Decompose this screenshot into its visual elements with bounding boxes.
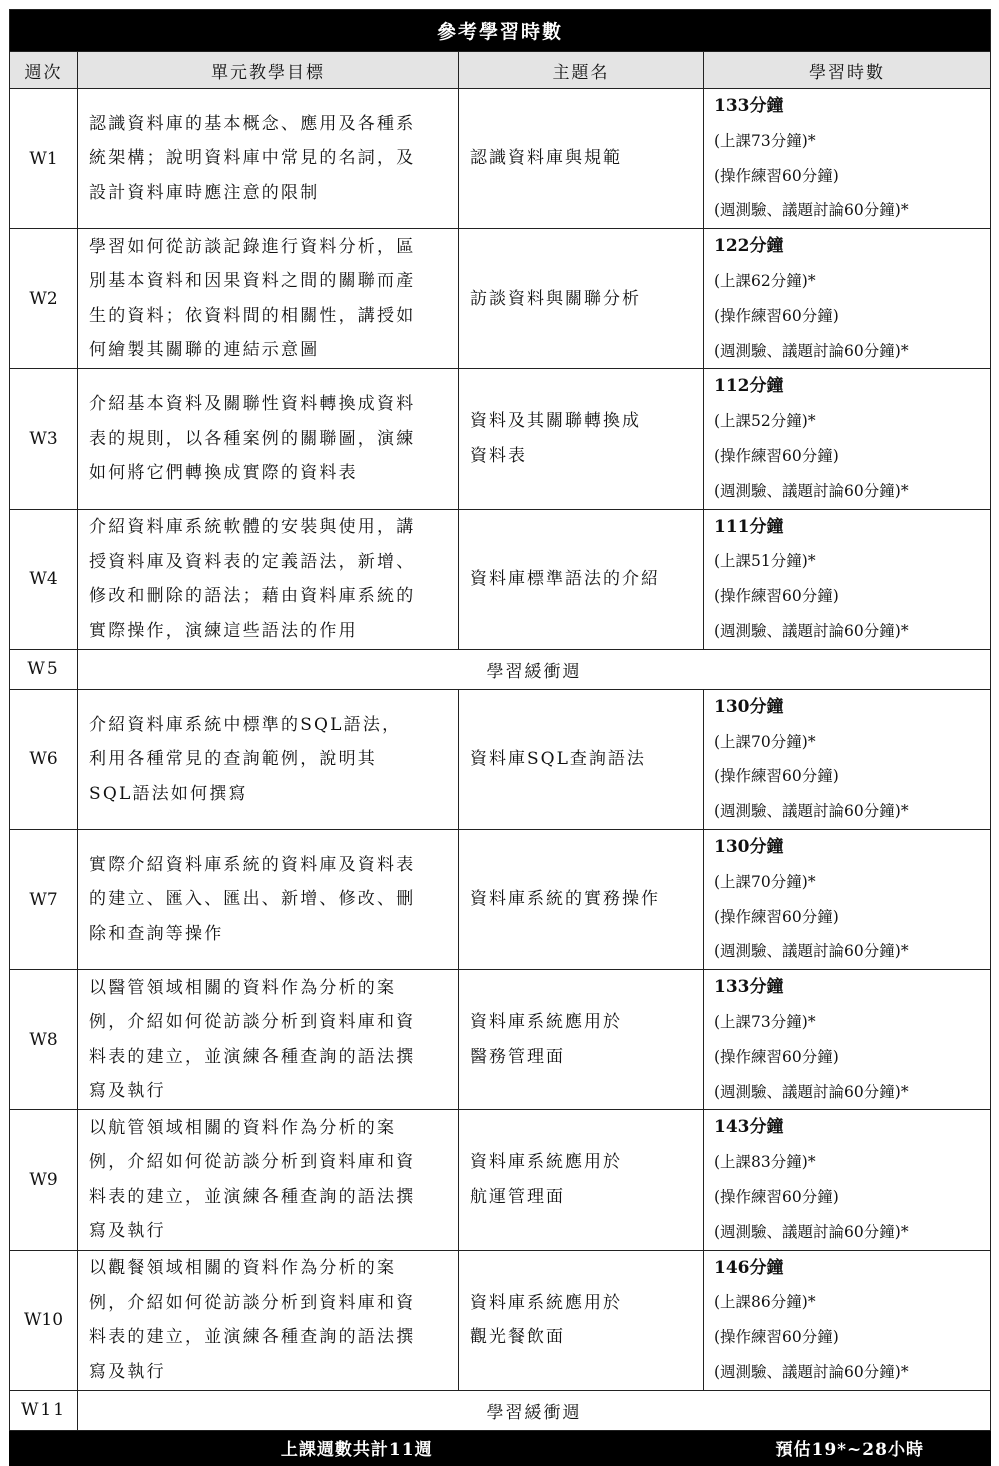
practice-minutes: (操作練習60分鐘) [714, 166, 839, 185]
buffer-week-label: 學習緩衝週 [78, 1390, 991, 1430]
total-minutes: 130分鐘 [714, 836, 784, 857]
study-hours [704, 89, 991, 229]
topic-name [459, 1110, 704, 1250]
lecture-minutes: (上課51分鐘)* [714, 552, 816, 571]
weeks-total: 上課週數共計11週 [10, 1430, 704, 1465]
goal-line: 以觀餐領域相關的資料作為分析的案 [89, 1258, 397, 1279]
goal-line: 何繪製其關聯的連結示意圖 [89, 340, 320, 361]
week-label: W4 [10, 509, 78, 649]
goal-line: 實際介紹資料庫系統的資料庫及資料表 [89, 854, 416, 875]
week-label: W11 [10, 1390, 78, 1430]
week-label: W3 [10, 369, 78, 509]
practice-minutes: (操作練習60分鐘) [714, 587, 839, 606]
total-minutes: 111分鐘 [714, 516, 784, 537]
goal-line: 寫及執行 [89, 1081, 166, 1102]
goal-line: 除和查詢等操作 [89, 923, 224, 944]
practice-minutes: (操作練習60分鐘) [714, 907, 839, 926]
study-hours [704, 509, 991, 649]
study-hours [704, 829, 991, 969]
goal-line: 利用各種常見的查詢範例，說明其 [89, 749, 377, 770]
hours-estimate: 預估19*~28小時 [704, 1430, 991, 1465]
topic-line: 資料庫系統的實務操作 [470, 889, 660, 910]
total-minutes: 130分鐘 [714, 696, 784, 717]
header-goal: 單元教學目標 [78, 52, 459, 89]
goal-line: 別基本資料和因果資料之間的關聯而產 [89, 271, 416, 292]
total-minutes: 143分鐘 [714, 1117, 784, 1138]
practice-minutes: (操作練習60分鐘) [714, 446, 839, 465]
table-row [10, 829, 991, 969]
table-row [10, 89, 991, 229]
goal-line: 表的規則，以各種案例的關聯圖，演練 [89, 428, 416, 449]
study-hours [704, 970, 991, 1110]
lecture-minutes: (上課52分鐘)* [714, 412, 816, 431]
study-hours [704, 1110, 991, 1250]
practice-minutes: (操作練習60分鐘) [714, 1047, 839, 1066]
topic-name [459, 509, 704, 649]
practice-minutes: (操作練習60分鐘) [714, 1328, 839, 1347]
total-minutes: 122分鐘 [714, 236, 784, 257]
week-label: W7 [10, 829, 78, 969]
header-hours: 學習時數 [704, 52, 991, 89]
goal-line: 授資料庫及資料表的定義語法，新增、 [89, 551, 416, 572]
topic-line: 航運管理面 [470, 1186, 565, 1207]
study-hours-document [9, 9, 990, 1466]
week-label: W9 [10, 1110, 78, 1250]
table-title-row [10, 10, 991, 52]
unit-goal [78, 970, 459, 1110]
week-label: W6 [10, 689, 78, 829]
goal-line: 例，介紹如何從訪談分析到資料庫和資 [89, 1152, 416, 1173]
practice-minutes: (操作練習60分鐘) [714, 767, 839, 786]
table-row [10, 1110, 991, 1250]
topic-line: 觀光餐飲面 [470, 1327, 565, 1348]
lecture-minutes: (上課83分鐘)* [714, 1153, 816, 1172]
week-label: W10 [10, 1250, 78, 1390]
table-row [10, 509, 991, 649]
topic-name [459, 829, 704, 969]
week-label: W1 [10, 89, 78, 229]
unit-goal [78, 829, 459, 969]
goal-line: 料表的建立，並演練各種查詢的語法撰 [89, 1186, 416, 1207]
goal-line: 統架構；說明資料庫中常見的名詞，及 [89, 148, 416, 169]
topic-line: 資料表 [470, 445, 527, 466]
table-row [10, 369, 991, 509]
header-topic: 主題名 [459, 52, 704, 89]
practice-minutes: (操作練習60分鐘) [714, 1187, 839, 1206]
summary-row [10, 1430, 991, 1465]
quiz-discussion-minutes: (週測驗、議題討論60分鐘)* [714, 942, 909, 961]
unit-goal [78, 369, 459, 509]
lecture-minutes: (上課70分鐘)* [714, 872, 816, 891]
goal-line: 的建立、匯入、匯出、新增、修改、刪 [89, 889, 416, 910]
topic-line: 資料及其關聯轉換成 [470, 411, 641, 432]
goal-line: 料表的建立，並演練各種查詢的語法撰 [89, 1046, 416, 1067]
header-week: 週次 [10, 52, 78, 89]
lecture-minutes: (上課73分鐘)* [714, 131, 816, 150]
topic-line: 訪談資料與關聯分析 [470, 288, 641, 309]
goal-line: 寫及執行 [89, 1361, 166, 1382]
study-hours [704, 369, 991, 509]
week-label: W8 [10, 970, 78, 1110]
goal-line: 介紹資料庫系統中標準的SQL語法， [89, 714, 402, 735]
buffer-week-row [10, 1390, 991, 1430]
buffer-week-label: 學習緩衝週 [78, 649, 991, 689]
topic-name [459, 369, 704, 509]
goal-line: 介紹資料庫系統軟體的安裝與使用，講 [89, 517, 416, 538]
goal-line: 料表的建立，並演練各種查詢的語法撰 [89, 1327, 416, 1348]
unit-goal [78, 689, 459, 829]
topic-line: 認識資料庫與規範 [470, 148, 622, 169]
topic-line: 醫務管理面 [470, 1046, 565, 1067]
header-row [10, 52, 991, 89]
goal-line: 例，介紹如何從訪談分析到資料庫和資 [89, 1292, 416, 1313]
goal-line: 生的資料；依資料間的相關性，講授如 [89, 305, 416, 326]
table-row [10, 970, 991, 1110]
quiz-discussion-minutes: (週測驗、議題討論60分鐘)* [714, 1222, 909, 1241]
unit-goal [78, 1110, 459, 1250]
goal-line: 例，介紹如何從訪談分析到資料庫和資 [89, 1012, 416, 1033]
total-minutes: 133分鐘 [714, 96, 784, 116]
total-minutes: 146分鐘 [714, 1257, 784, 1278]
quiz-discussion-minutes: (週測驗、議題討論60分鐘)* [714, 341, 909, 360]
table-row [10, 1250, 991, 1390]
topic-name [459, 1250, 704, 1390]
study-hours [704, 689, 991, 829]
goal-line: 學習如何從訪談記錄進行資料分析，區 [89, 236, 416, 257]
total-minutes: 133分鐘 [714, 977, 784, 998]
unit-goal [78, 509, 459, 649]
week-label: W2 [10, 229, 78, 369]
lecture-minutes: (上課70分鐘)* [714, 732, 816, 751]
unit-goal [78, 1250, 459, 1390]
lecture-minutes: (上課62分鐘)* [714, 271, 816, 290]
study-hours [704, 1250, 991, 1390]
quiz-discussion-minutes: (週測驗、議題討論60分鐘)* [714, 481, 909, 500]
goal-line: 以航管領域相關的資料作為分析的案 [89, 1117, 397, 1138]
lecture-minutes: (上課86分鐘)* [714, 1293, 816, 1312]
study-hours [704, 229, 991, 369]
quiz-discussion-minutes: (週測驗、議題討論60分鐘)* [714, 1082, 909, 1101]
goal-line: 如何將它們轉換成實際的資料表 [89, 463, 358, 484]
table-title: 參考學習時數 [10, 10, 991, 52]
goal-line: 設計資料庫時應注意的限制 [89, 182, 320, 203]
table-row [10, 689, 991, 829]
practice-minutes: (操作練習60分鐘) [714, 306, 839, 325]
lecture-minutes: (上課73分鐘)* [714, 1012, 816, 1031]
total-minutes: 112分鐘 [714, 376, 784, 397]
week-label: W5 [10, 649, 78, 689]
goal-line: 修改和刪除的語法；藉由資料庫系統的 [89, 586, 416, 607]
topic-line: 資料庫系統應用於 [470, 1292, 622, 1313]
buffer-week-row [10, 649, 991, 689]
quiz-discussion-minutes: (週測驗、議題討論60分鐘)* [714, 201, 909, 220]
quiz-discussion-minutes: (週測驗、議題討論60分鐘)* [714, 1362, 909, 1381]
study-hours-table [9, 9, 991, 1466]
goal-line: 實際操作，演練這些語法的作用 [89, 620, 358, 641]
unit-goal [78, 229, 459, 369]
topic-line: 資料庫系統應用於 [470, 1012, 622, 1033]
topic-name [459, 970, 704, 1110]
goal-line: SQL語法如何撰寫 [89, 783, 248, 804]
goal-line: 寫及執行 [89, 1221, 166, 1242]
topic-line: 資料庫系統應用於 [470, 1152, 622, 1173]
goal-line: 介紹基本資料及關聯性資料轉換成資料 [89, 394, 416, 415]
goal-line: 以醫管領域相關的資料作為分析的案 [89, 977, 397, 998]
topic-name [459, 89, 704, 229]
unit-goal [78, 89, 459, 229]
topic-name [459, 689, 704, 829]
quiz-discussion-minutes: (週測驗、議題討論60分鐘)* [714, 802, 909, 821]
topic-name [459, 229, 704, 369]
topic-line: 資料庫SQL查詢語法 [470, 749, 646, 770]
topic-line: 資料庫標準語法的介紹 [470, 568, 660, 589]
quiz-discussion-minutes: (週測驗、議題討論60分鐘)* [714, 621, 909, 640]
goal-line: 認識資料庫的基本概念、應用及各種系 [89, 113, 416, 134]
table-row [10, 229, 991, 369]
